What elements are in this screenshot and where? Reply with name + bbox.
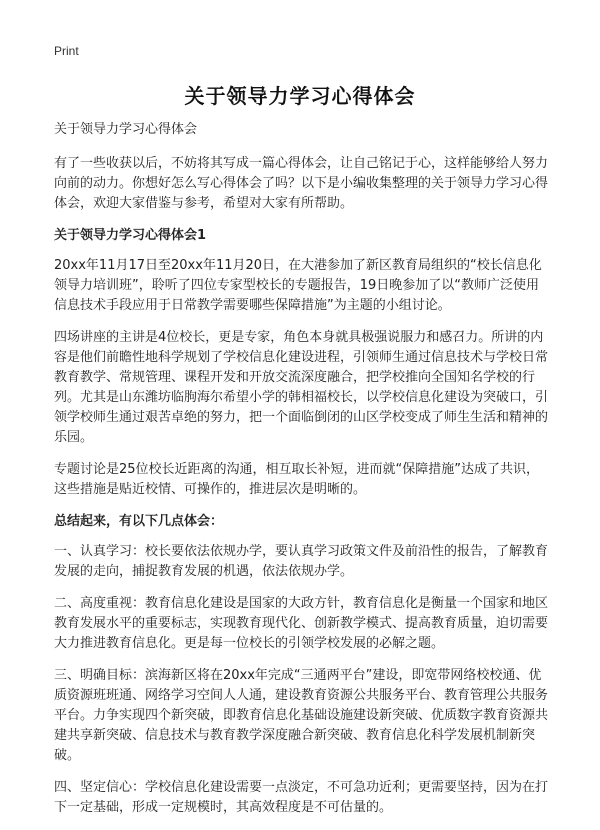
point-4: 四、坚定信心：学校信息化建设需要一点淡定，不可急功近利；更需要坚持，因为在打下一定基础，形成一定规模时，其高效程度是不可估量的。 <box>54 780 549 815</box>
article-subtitle: 关于领导力学习心得体会 <box>54 122 198 137</box>
summary-heading: 总结起来，有以下几点体会： <box>54 514 224 529</box>
print-link[interactable]: Print <box>54 44 79 58</box>
section-heading-1: 关于领导力学习心得体会1 <box>54 228 207 243</box>
section1-paragraph-1: 20xx年11月17日至20xx年11月20日，在大港参加了新区教育局组织的“校长信息化领导力培训班”，聆听了四位专家型校长的专题报告，19日晚参加了以“教师广泛使用信息技术手段应用于日常教学需要哪些保障措施”为主题的小组讨论。 <box>54 258 542 313</box>
section1-paragraph-3: 专题讨论是25位校长近距离的沟通，相互取长补短，进而就“保障措施”达成了共识，这些措施是贴近校情、可操作的，推进层次是明晰的。 <box>54 462 540 497</box>
section1-paragraph-2: 四场讲座的主讲是4位校长，更是专家，角色本身就具极强说服力和感召力。所讲的内容是他们前瞻性地科学规划了学校信息化建设进程，引领师生通过信息技术与学校日常教育教学、常规管理、课程开发和开放交流深度融合，把学校推向全国知名学校的行列。尤其是山东潍坊临朐海尔希望小学的韩相福校长，以学校信息化建设为突破口，引领学校师生通过艰苦卓绝的努力，把一个面临倒闭的山区学校变成了师生生活和精神的乐园。 <box>54 330 549 445</box>
page-title: 关于领导力学习心得体会 <box>184 84 416 108</box>
intro-paragraph: 有了一些收获以后，不妨将其写成一篇心得体会，让自己铭记于心，这样能够给人努力向前的动力。你想好怎么写心得体会了吗？以下是小编收集整理的关于领导力学习心得体会，欢迎大家借鉴与参考，希望对大家有所帮助。 <box>54 156 549 211</box>
article-body <box>54 120 548 830</box>
point-2: 二、高度重视：教育信息化建设是国家的大政方针，教育信息化是衡量一个国家和地区教育发展水平的重要标志，实现教育现代化、创新教学模式、提高教育质量，迫切需要大力推进教育信息化。更是每一位校长的引领学校发展的必解之题。 <box>54 596 549 651</box>
point-1: 一、认真学习：校长要依法依规办学，要认真学习政策文件及前沿性的报告，了解教育发展的走向，捕捉教育发展的机遇，依法依规办学。 <box>54 544 549 579</box>
point-3: 三、明确目标：滨海新区将在20xx年完成“三通两平台”建设，即宽带网络校校通、优质资源班班通、网络学习空间人人通，建设教育资源公共服务平台、教育管理公共服务平台。力争实现四个新突破，即教育信息化基础设施建设新突破、优质数字教育资源共建共享新突破、信息技术与教育教学深度融合新突破、教育信息化科学发展机制新突破。 <box>54 668 549 763</box>
